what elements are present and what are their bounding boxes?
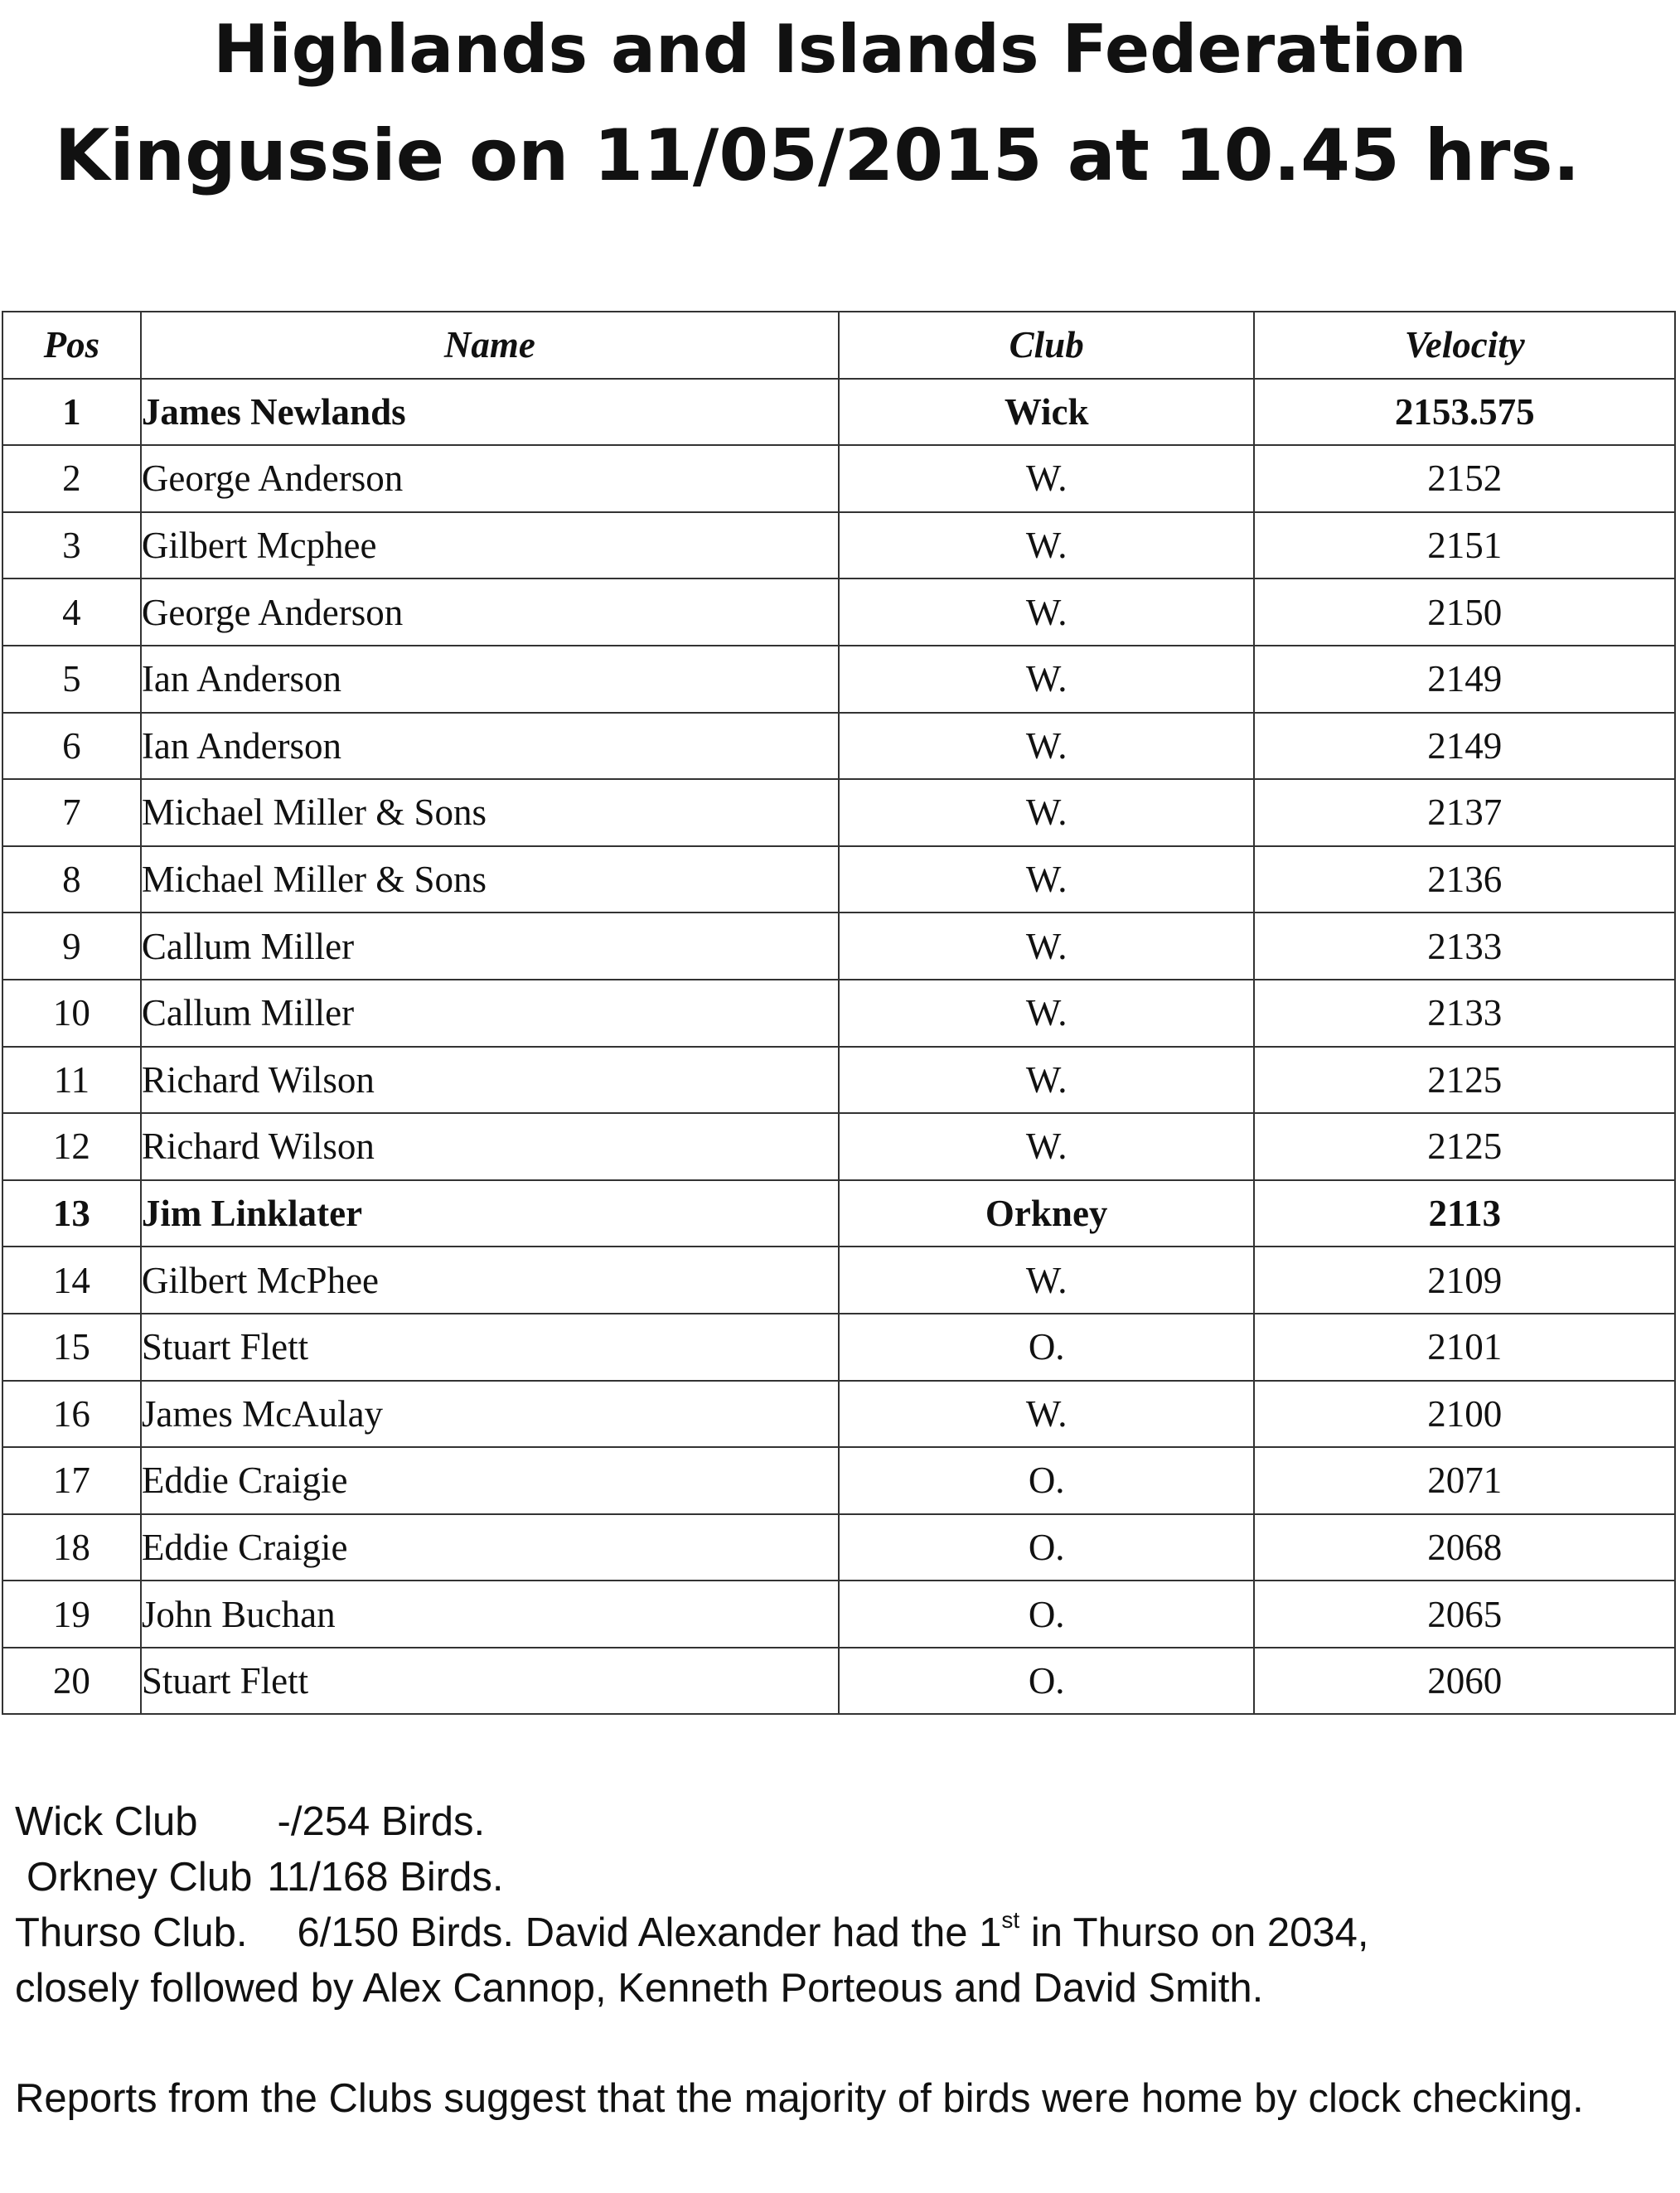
velocity-cell: 2100 xyxy=(1254,1381,1675,1448)
name-cell: John Buchan xyxy=(141,1581,839,1648)
velocity-cell: 2125 xyxy=(1254,1113,1675,1180)
pos-cell: 1 xyxy=(2,379,141,446)
club-cell: W. xyxy=(839,1047,1255,1114)
title-line-2: Kingussie on 11/05/2015 at 10.45 hrs. xyxy=(54,114,1581,197)
name-cell: Michael Miller & Sons xyxy=(141,846,839,913)
pos-cell: 14 xyxy=(2,1247,141,1314)
name-cell: Jim Linklater xyxy=(141,1180,839,1247)
club-cell: W. xyxy=(839,913,1255,980)
pos-cell: 20 xyxy=(2,1648,141,1715)
thurso-club-value: 6/150 Birds. David Alexander had the 1 xyxy=(297,1910,1002,1955)
club-cell: W. xyxy=(839,1247,1255,1314)
table-row xyxy=(2,846,1675,913)
thurso-ordinal-suffix: st xyxy=(1001,1907,1020,1933)
pos-cell: 9 xyxy=(2,913,141,980)
club-cell: O. xyxy=(839,1581,1255,1648)
club-cell: Orkney xyxy=(839,1180,1255,1247)
table-row xyxy=(2,1447,1675,1514)
name-cell: Eddie Craigie xyxy=(141,1514,839,1581)
velocity-cell: 2068 xyxy=(1254,1514,1675,1581)
table-row xyxy=(2,913,1675,980)
pos-cell: 15 xyxy=(2,1314,141,1381)
column-header-pos: Pos xyxy=(2,312,141,379)
club-cell: O. xyxy=(839,1648,1255,1715)
table-row xyxy=(2,980,1675,1047)
name-cell: James Newlands xyxy=(141,379,839,446)
table-row xyxy=(2,1514,1675,1581)
club-cell: W. xyxy=(839,846,1255,913)
velocity-cell: 2149 xyxy=(1254,713,1675,780)
name-cell: Richard Wilson xyxy=(141,1113,839,1180)
wick-club-label: Wick Club xyxy=(15,1799,198,1844)
club-cell: W. xyxy=(839,779,1255,846)
pos-cell: 4 xyxy=(2,579,141,646)
velocity-cell: 2136 xyxy=(1254,846,1675,913)
pos-cell: 2 xyxy=(2,445,141,512)
club-cell: O. xyxy=(839,1314,1255,1381)
club-cell: W. xyxy=(839,579,1255,646)
velocity-cell: 2065 xyxy=(1254,1581,1675,1648)
club-cell: W. xyxy=(839,713,1255,780)
club-cell: W. xyxy=(839,1381,1255,1448)
thurso-club-value-rest: in Thurso on 2034, xyxy=(1019,1910,1369,1955)
name-cell: Callum Miller xyxy=(141,980,839,1047)
velocity-cell: 2125 xyxy=(1254,1047,1675,1114)
velocity-cell: 2150 xyxy=(1254,579,1675,646)
pos-cell: 8 xyxy=(2,846,141,913)
pos-cell: 3 xyxy=(2,512,141,579)
note-thurso-continued: closely followed by Alex Cannop, Kenneth Porteous and David Smith. xyxy=(15,1966,1264,2011)
pos-cell: 17 xyxy=(2,1447,141,1514)
velocity-cell: 2151 xyxy=(1254,512,1675,579)
table-row xyxy=(2,379,1675,446)
velocity-cell: 2137 xyxy=(1254,779,1675,846)
name-cell: Gilbert Mcphee xyxy=(141,512,839,579)
column-header-club: Club xyxy=(839,312,1255,379)
velocity-cell: 2133 xyxy=(1254,913,1675,980)
table-row xyxy=(2,1180,1675,1247)
name-cell: Michael Miller & Sons xyxy=(141,779,839,846)
table-row xyxy=(2,1314,1675,1381)
results-table xyxy=(2,311,1676,1715)
name-cell: George Anderson xyxy=(141,445,839,512)
name-cell: Stuart Flett xyxy=(141,1314,839,1381)
table-row xyxy=(2,512,1675,579)
club-notes xyxy=(15,1794,1664,2126)
note-thurso xyxy=(15,1905,1664,1961)
name-cell: James McAulay xyxy=(141,1381,839,1448)
name-cell: Gilbert McPhee xyxy=(141,1247,839,1314)
club-cell: W. xyxy=(839,646,1255,713)
table-row xyxy=(2,779,1675,846)
table-row xyxy=(2,579,1675,646)
name-cell: Richard Wilson xyxy=(141,1047,839,1114)
velocity-cell: 2153.575 xyxy=(1254,379,1675,446)
table-row xyxy=(2,445,1675,512)
club-cell: W. xyxy=(839,445,1255,512)
pos-cell: 18 xyxy=(2,1514,141,1581)
velocity-cell: 2109 xyxy=(1254,1247,1675,1314)
pos-cell: 10 xyxy=(2,980,141,1047)
pos-cell: 16 xyxy=(2,1381,141,1448)
pos-cell: 19 xyxy=(2,1581,141,1648)
table-row xyxy=(2,646,1675,713)
name-cell: Ian Anderson xyxy=(141,646,839,713)
velocity-cell: 2113 xyxy=(1254,1180,1675,1247)
name-cell: Ian Anderson xyxy=(141,713,839,780)
table-row xyxy=(2,1381,1675,1448)
club-cell: O. xyxy=(839,1514,1255,1581)
pos-cell: 12 xyxy=(2,1113,141,1180)
wick-club-value: -/254 Birds. xyxy=(277,1799,486,1844)
note-orkney xyxy=(15,1850,1664,1905)
column-header-velocity: Velocity xyxy=(1254,312,1675,379)
pos-cell: 11 xyxy=(2,1047,141,1114)
pos-cell: 5 xyxy=(2,646,141,713)
club-cell: W. xyxy=(839,1113,1255,1180)
table-row xyxy=(2,1648,1675,1715)
column-header-name: Name xyxy=(141,312,839,379)
table-row xyxy=(2,713,1675,780)
club-cell: Wick xyxy=(839,379,1255,446)
name-cell: George Anderson xyxy=(141,579,839,646)
name-cell: Stuart Flett xyxy=(141,1648,839,1715)
velocity-cell: 2060 xyxy=(1254,1648,1675,1715)
orkney-club-label: Orkney Club xyxy=(27,1855,253,1900)
club-cell: W. xyxy=(839,980,1255,1047)
name-cell: Callum Miller xyxy=(141,913,839,980)
velocity-cell: 2071 xyxy=(1254,1447,1675,1514)
table-row xyxy=(2,1113,1675,1180)
table-header-row xyxy=(2,312,1675,379)
title-line-1: Highlands and Islands Federation xyxy=(213,11,1467,88)
table-row xyxy=(2,1047,1675,1114)
club-cell: W. xyxy=(839,512,1255,579)
orkney-club-value: 11/168 Birds. xyxy=(267,1855,504,1900)
velocity-cell: 2149 xyxy=(1254,646,1675,713)
pos-cell: 13 xyxy=(2,1180,141,1247)
pos-cell: 7 xyxy=(2,779,141,846)
table-row xyxy=(2,1247,1675,1314)
note-wick xyxy=(15,1794,1664,1850)
thurso-club-label: Thurso Club. xyxy=(15,1910,248,1955)
velocity-cell: 2101 xyxy=(1254,1314,1675,1381)
pos-cell: 6 xyxy=(2,713,141,780)
velocity-cell: 2152 xyxy=(1254,445,1675,512)
velocity-cell: 2133 xyxy=(1254,980,1675,1047)
results-body xyxy=(2,379,1675,1715)
clubs-report: Reports from the Clubs suggest that the majority of birds were home by clock checking. xyxy=(15,2076,1584,2121)
club-cell: O. xyxy=(839,1447,1255,1514)
name-cell: Eddie Craigie xyxy=(141,1447,839,1514)
table-row xyxy=(2,1581,1675,1648)
